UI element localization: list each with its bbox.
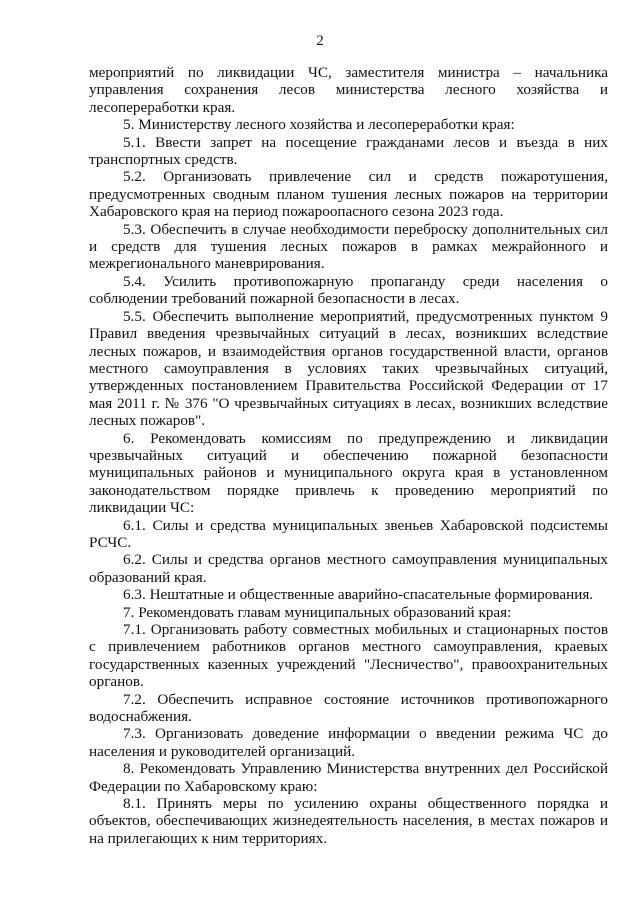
paragraph-item-6-3: 6.3. Нештатные и общественные аварийно-спасательные формирования. [123,586,594,604]
paragraph-item-8-1: 8.1. Принять меры по усилению охраны общественного порядка и объектов, обеспечивающих жизнедеятельность населения, в местах пожаров и на прилегающих к ним территориях. [89,795,608,847]
paragraph-continuation: мероприятий по ликвидации ЧС, заместителя министра – начальника управления сохранения лесов министерства лесного хозяйства и лесопереработки края. [89,64,608,116]
paragraph-item-5: 5. Министерству лесного хозяйства и лесопереработки края: [123,116,515,134]
paragraph-item-7: 7. Рекомендовать главам муниципальных образований края: [123,603,512,621]
paragraph-item-5-5: 5.5. Обеспечить выполнение мероприятий, предусмотренных пунктом 9 Правил введения чрезвычайных ситуаций в лесах, возникших вследствие лесных пожаров, и взаимодействия органов государственной власти, органов местного самоуправления в условиях таких чрезвычайных ситуаций, утвержденных постановлением Правительства Российской Федерации от 17 мая 2011 г. № 376 "О чрезвычайных ситуациях в лесах, возникших вследствие лесных пожаров". [89,307,608,430]
document-body [89,64,608,847]
paragraph-item-6: 6. Рекомендовать комиссиям по предупреждению и ликвидации чрезвычайных ситуаций и обеспечению пожарной безопасности муниципальных районов и муниципального округа края в установленном законодательством порядке привлечь к проведению мероприятий по ликвидации ЧС: [89,429,608,517]
paragraph-item-6-1: 6.1. Силы и средства муниципальных звеньев Хабаровской подсистемы РСЧС. [89,516,608,551]
paragraph-item-6-2: 6.2. Силы и средства органов местного самоуправления муниципальных образований края. [89,551,608,586]
paragraph-item-5-3: 5.3. Обеспечить в случае необходимости переброску дополнительных сил и средств для тушения лесных пожаров в рамках межрайонного и межрегионального маневрирования. [89,220,608,273]
paragraph-item-5-1: 5.1. Ввести запрет на посещение гражданами лесов и въезда в них транспортных средств. [89,133,608,169]
paragraph-item-7-1: 7.1. Организовать работу совместных мобильных и стационарных постов с привлечением работников органов местного самоуправления, краевых государственных казенных учреждений "Лесничество", правоохранительных органов. [89,621,608,691]
paragraph-item-5-4: 5.4. Усилить противопожарную пропаганду среди населения о соблюдении требований пожарной безопасности в лесах. [89,272,608,308]
paragraph-item-7-2: 7.2. Обеспечить исправное состояние источников противопожарного водоснабжения. [89,690,608,726]
page-number: 2 [316,33,324,49]
paragraph-item-5-2: 5.2. Организовать привлечение сил и средств пожаротушения, предусмотренных сводным планом тушения лесных пожаров на территории Хабаровского края на период пожароопасного сезона 2023 года. [89,168,608,221]
paragraph-item-7-3: 7.3. Организовать доведение информации о введении режима ЧС до населения и руководителей организаций. [89,725,608,760]
paragraph-item-8: 8. Рекомендовать Управлению Министерства внутренних дел Российской Федерации по Хабаровскому краю: [89,760,608,795]
